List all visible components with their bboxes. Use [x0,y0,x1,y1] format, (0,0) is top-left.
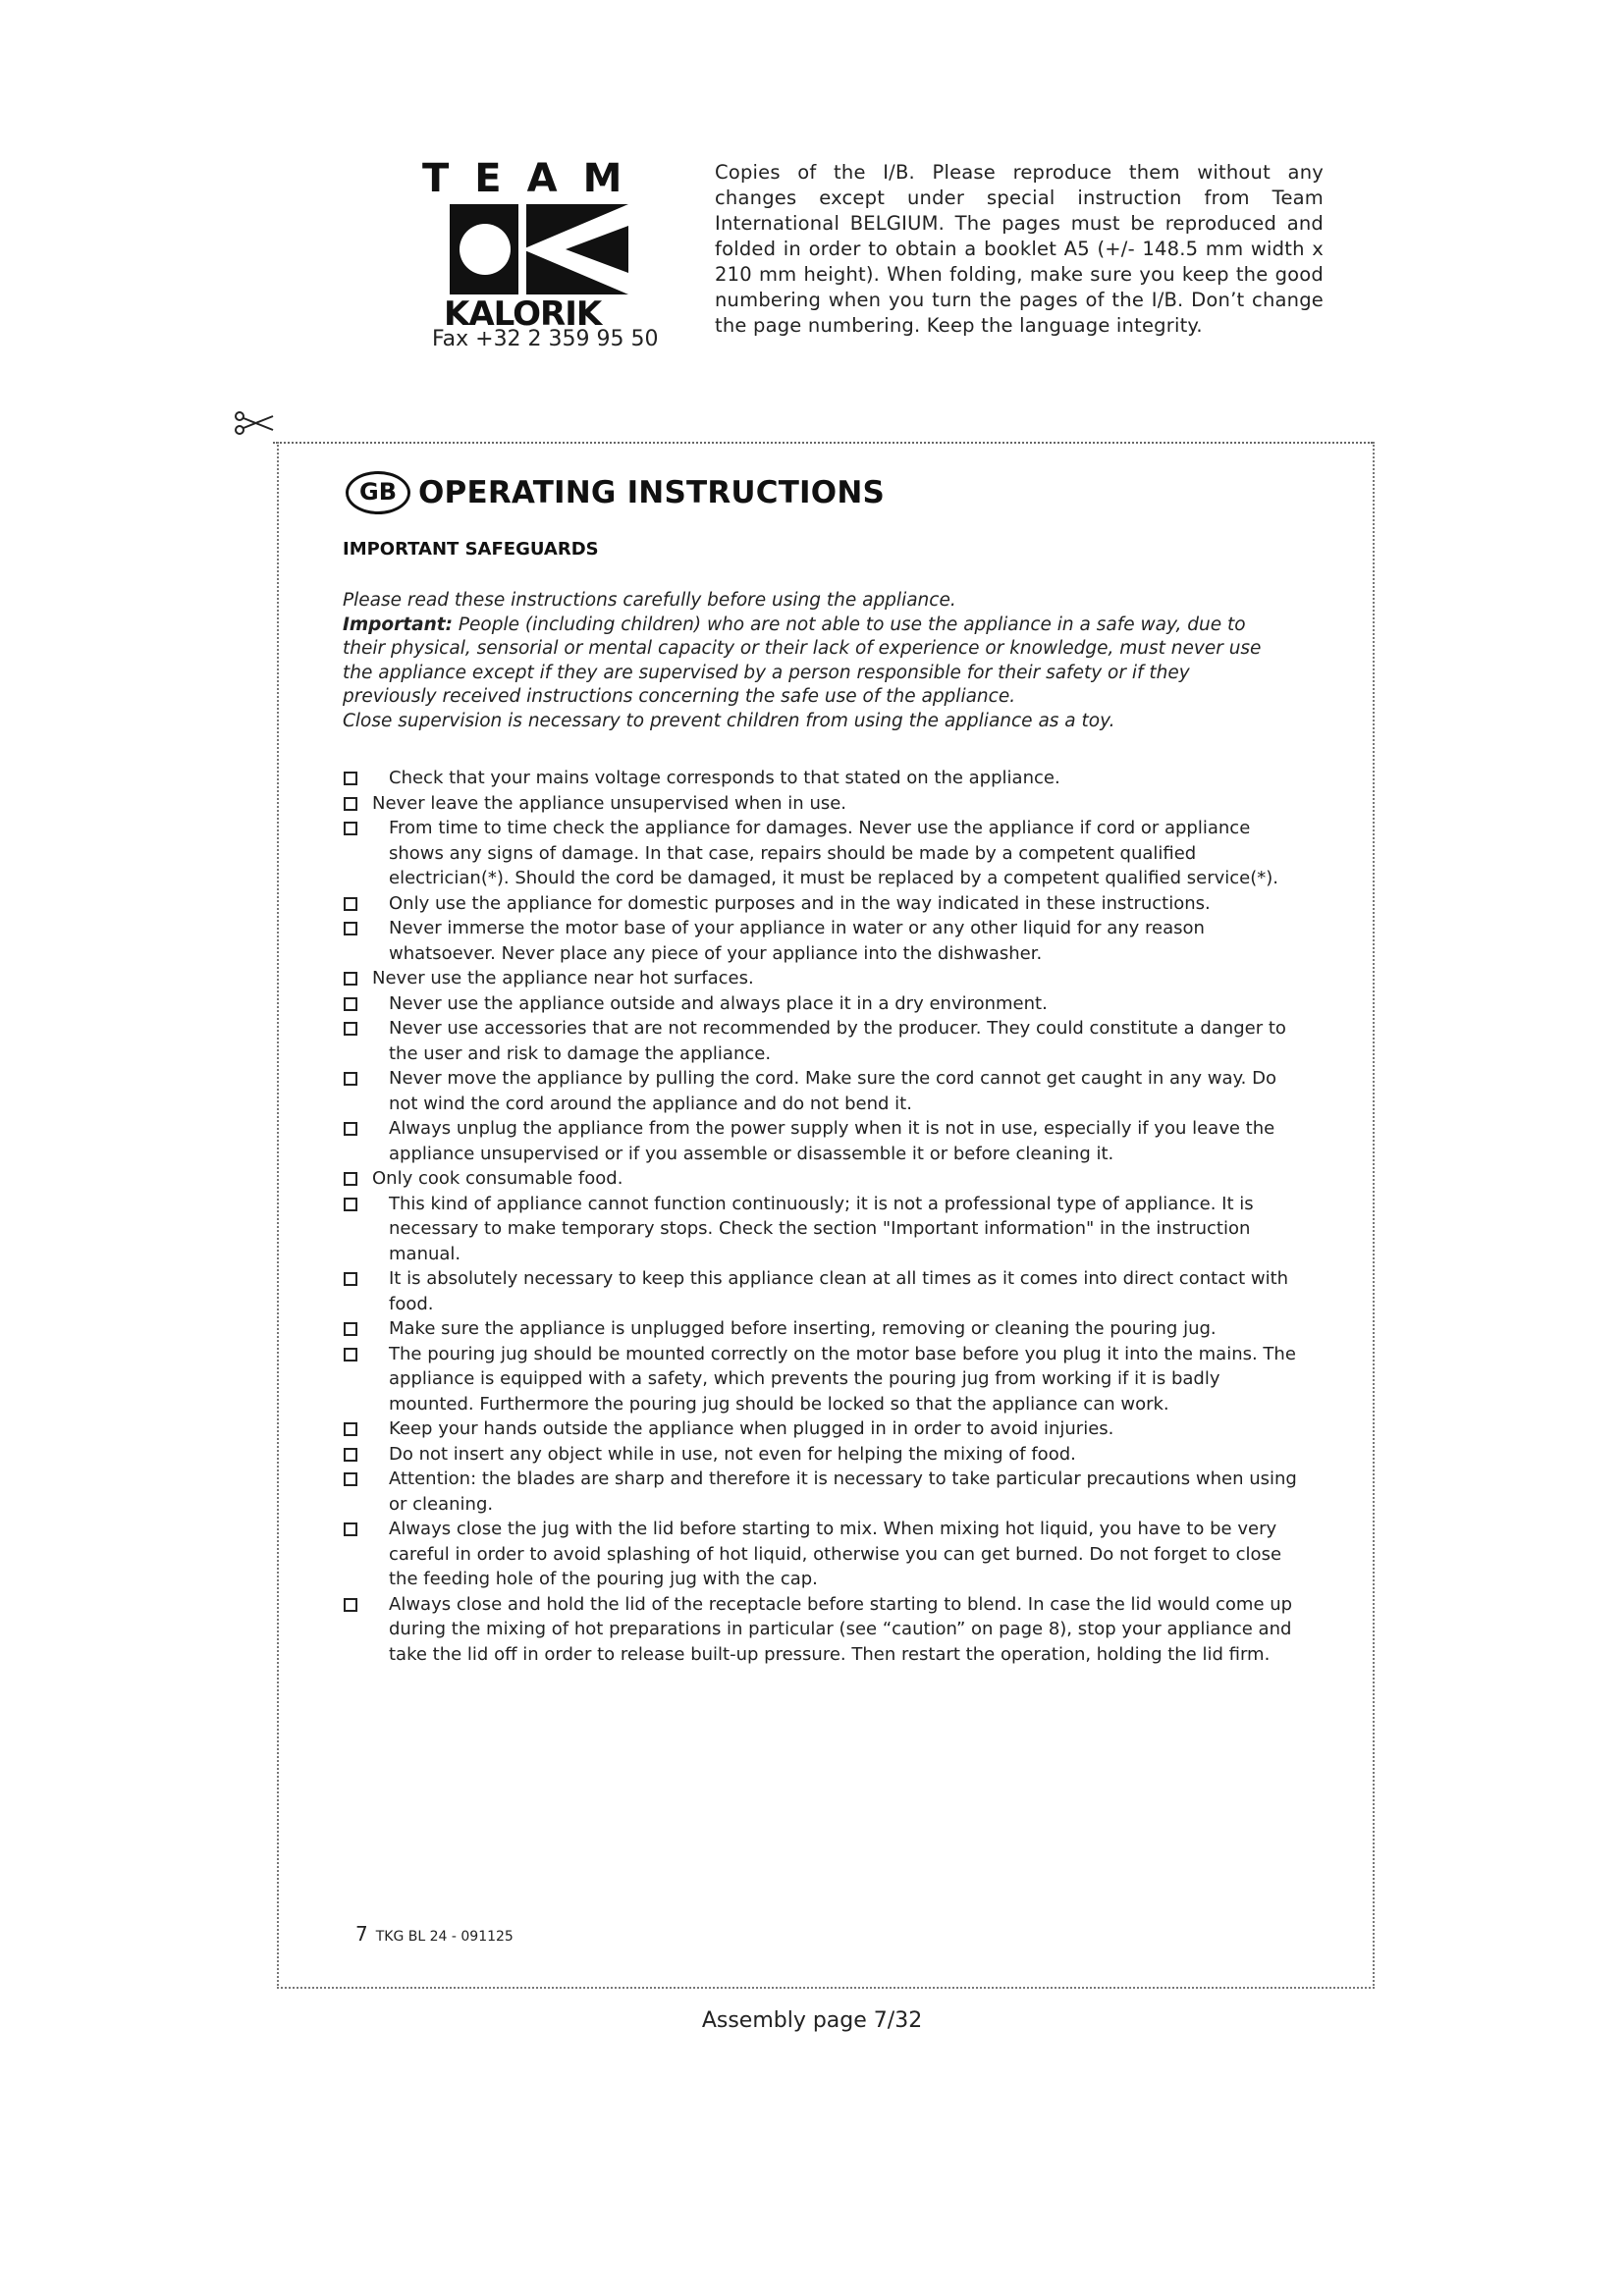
list-item-text: Always close the jug with the lid before starting to mix. When mixing hot liquid, you have to be very careful in order to avoid splashing of hot liquid, otherwise you can get burned. Do not forget to close the feeding hole of the pouring jug with the cap. [389,1519,1282,1589]
checkbox-bullet-icon [344,1198,357,1211]
list-item [343,991,1300,1017]
list-item-text: Attention: the blades are sharp and therefore it is necessary to take particular precautions when using or cleaning. [389,1468,1297,1515]
checkbox-bullet-icon [344,1022,357,1036]
list-item [343,1192,1300,1267]
fax-number: Fax +32 2 359 95 50 [432,327,659,351]
checkbox-bullet-icon [344,1272,357,1286]
checkbox-bullet-icon [344,1598,357,1612]
checkbox-bullet-icon [344,1122,357,1136]
checkbox-bullet-icon [344,1322,357,1336]
list-item [343,1316,1300,1342]
checkbox-bullet-icon [344,1172,357,1186]
list-item-text: Only cook consumable food. [372,1168,623,1189]
list-item-text: Do not insert any object while in use, not even for helping the mixing of food. [389,1443,1076,1465]
list-item-text: From time to time check the appliance for damages. Never use the appliance if cord or appliance shows any signs of damage. In that case, repairs should be made by a competent qualified electrician(*). Should the cord be damaged, it must be replaced by a competent qualified service(*). [389,818,1278,888]
list-item-text: Check that your mains voltage corresponds to that stated on the appliance. [389,768,1060,788]
list-item [343,1592,1300,1668]
checkbox-bullet-icon [344,997,357,1011]
checkbox-bullet-icon [344,972,357,986]
list-item-text: Never use accessories that are not recommended by the producer. They could constitute a danger to the user and risk to damage the appliance. [389,1018,1286,1064]
scissors-icon [234,410,279,436]
important-label: Important: [343,614,453,635]
list-item [343,1066,1300,1116]
checkbox-bullet-icon [344,1448,357,1462]
list-item-text: Only use the appliance for domestic purposes and in the way indicated in these instructions. [389,892,1211,914]
checkbox-bullet-icon [344,1348,357,1362]
list-item [343,891,1300,917]
checkbox-bullet-icon [344,797,357,811]
list-item-text: Never immerse the motor base of your appliance in water or any other liquid for any reason whatsoever. Never place any piece of your appliance into the dishwasher. [389,918,1205,964]
intro-line: Please read these instructions carefully before using the appliance. [343,590,956,611]
checkbox-bullet-icon [344,822,357,835]
list-item [343,1266,1300,1316]
list-item-text: Never leave the appliance unsupervised when in use. [372,792,847,814]
list-item [343,816,1300,891]
kalorik-k-mark-icon [450,204,628,294]
page-title: OPERATING INSTRUCTIONS [418,475,886,510]
list-item [343,1342,1300,1417]
checkbox-bullet-icon [344,772,357,785]
list-item [343,1016,1300,1066]
list-item [343,1116,1300,1166]
important-text: People (including children) who are not able to use the appliance in a safe way, due to their physical, sensorial or mental capacity or their lack of experience or knowledge, must never use the appliance except if they are supervised by a person responsible for their safety or if they previously received instructions concerning the safe use of the appliance. [343,614,1262,708]
section-heading: IMPORTANT SAFEGUARDS [343,539,599,560]
logo-brand: KALORIK [444,294,602,334]
intro-paragraph [343,589,1285,734]
list-item-text: It is absolutely necessary to keep this appliance clean at all times as it comes into direct contact with food. [389,1268,1289,1314]
checkbox-bullet-icon [344,922,357,935]
logo-word: TEAM [422,156,648,201]
checkbox-bullet-icon [344,1422,357,1436]
page-footer [355,1922,514,1949]
list-item [343,966,1300,991]
list-item [343,791,1300,817]
page-number: 7 [355,1922,368,1946]
list-item-text: Never use the appliance near hot surfaces. [372,968,754,988]
list-item-text: Make sure the appliance is unplugged before inserting, removing or cleaning the pouring jug. [389,1318,1217,1339]
checkbox-bullet-icon [344,1522,357,1536]
list-item-text: Always unplug the appliance from the power supply when it is not in use, especially if you leave the appliance unsupervised or if you assemble or disassemble it or before cleaning it. [389,1118,1275,1164]
list-item-text: Never use the appliance outside and always place it in a dry environment. [389,992,1048,1014]
list-item [343,1416,1300,1442]
list-item-text: The pouring jug should be mounted correctly on the motor base before you plug it into the mains. The appliance is equipped with a safety, which prevents the pouring jug from working if it is badly mounted. Furthermore the pouring jug should be locked so that the appliance can work. [389,1343,1296,1415]
intro-line: Close supervision is necessary to prevent children from using the appliance as a toy. [343,710,1115,731]
list-item-text: This kind of appliance cannot function continuously; it is not a professional type of appliance. It is necessary to make temporary stops. Check the section "Important information" in the instruction manual. [389,1193,1254,1264]
safeguards-list [343,766,1300,1667]
checkbox-bullet-icon [344,1072,357,1086]
list-item [343,916,1300,966]
language-badge: GB [346,471,410,514]
copy-instructions-note: Copies of the I/B. Please reproduce them without any changes except under special instruction from Team International BELGIUM. The pages must be reproduced and folded in order to obtain a booklet A5 (+/- 148.5 mm width x 210 mm height). When folding, make sure you keep the good numbering when you turn the pages of the I/B. Don’t change the page numbering. Keep the language integrity. [715,161,1324,337]
list-item [343,1467,1300,1517]
list-item [343,1166,1300,1192]
list-item [343,766,1300,791]
checkbox-bullet-icon [344,897,357,911]
list-item [343,1442,1300,1468]
assembly-page-label: Assembly page 7/32 [701,2008,923,2033]
intro-important [343,614,1285,710]
list-item-text: Always close and hold the lid of the receptacle before starting to blend. In case the lid would come up during the mixing of hot preparations in particular (see “caution” on page 8), stop your appliance and take the lid off in order to release built-up pressure. Then restart the operation, holding the lid firm. [389,1593,1293,1665]
list-item-text: Keep your hands outside the appliance when plugged in in order to avoid injuries. [389,1418,1114,1439]
model-code: TKG BL 24 - 091125 [375,1929,514,1945]
list-item-text: Never move the appliance by pulling the cord. Make sure the cord cannot get caught in any way. Do not wind the cord around the appliance and do not bend it. [389,1068,1276,1114]
checkbox-bullet-icon [344,1472,357,1486]
list-item [343,1517,1300,1592]
